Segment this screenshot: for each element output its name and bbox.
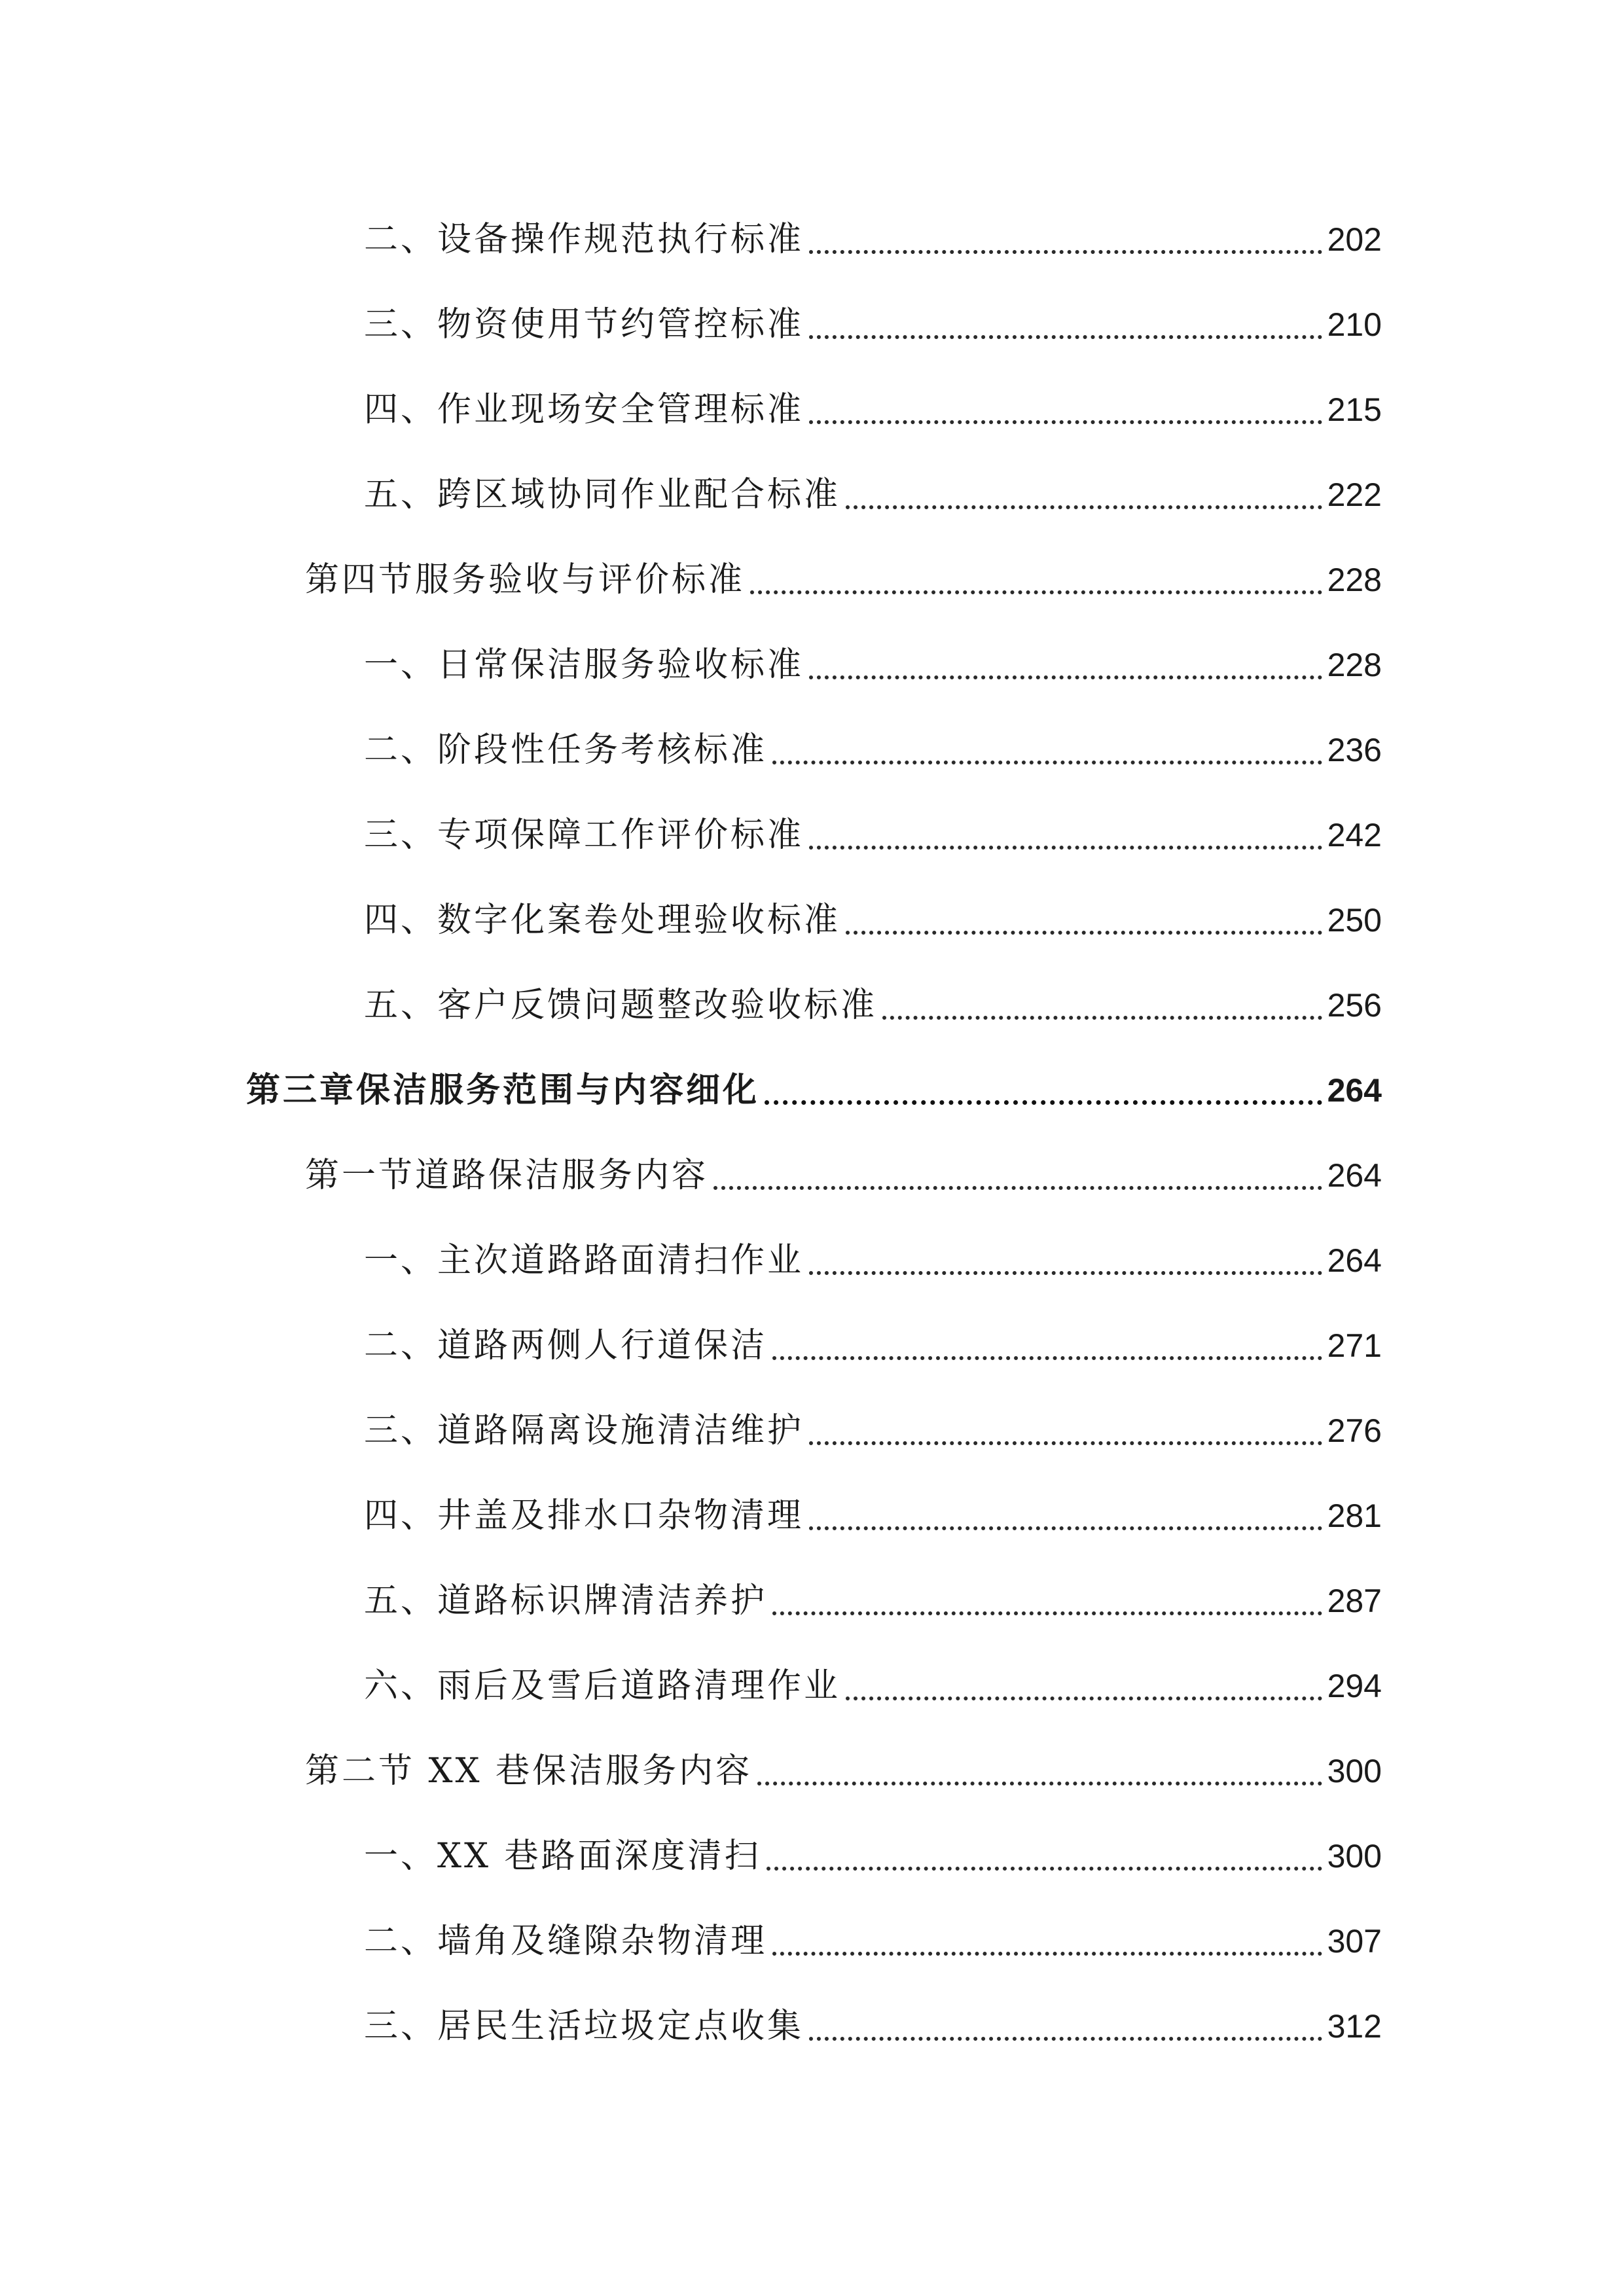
toc-entry-section[interactable]	[305, 1149, 1382, 1202]
toc-entry-label: 第二节 XX 巷保洁服务内容	[305, 1751, 753, 1791]
toc-entry[interactable]	[364, 1575, 1382, 1627]
toc-dot-leader	[767, 1867, 1322, 1871]
toc-entry[interactable]	[364, 2000, 1382, 2053]
toc-dot-leader	[750, 590, 1322, 594]
toc-dot-leader	[846, 1696, 1322, 1700]
toc-entry-section[interactable]	[305, 554, 1382, 606]
toc-entry[interactable]	[364, 639, 1382, 691]
toc-dot-leader	[765, 1100, 1322, 1105]
toc-dot-leader	[809, 1441, 1322, 1445]
toc-entry-label: 三、道路隔离设施清洁维护	[364, 1411, 804, 1450]
toc-entry-label: 二、阶段性任务考核标准	[364, 730, 768, 770]
toc-entry-label: 二、道路两侧人行道保洁	[364, 1326, 768, 1365]
toc-dot-leader	[809, 675, 1322, 679]
toc-dot-leader	[809, 420, 1322, 424]
toc-page-number: 264	[1327, 1157, 1382, 1194]
toc-entry-label: 五、道路标识牌清洁养护	[364, 1581, 768, 1621]
toc-entry-section[interactable]	[305, 1745, 1382, 1797]
toc-dot-leader	[809, 335, 1322, 339]
toc-page-number: 202	[1327, 221, 1382, 258]
toc-dot-leader	[772, 761, 1322, 764]
toc-page-number: 256	[1327, 987, 1382, 1024]
toc-page-number: 287	[1327, 1583, 1382, 1619]
toc-entry-label: 一、XX 巷路面深度清扫	[364, 1837, 761, 1876]
toc-entry-label: 第四节服务验收与评价标准	[305, 560, 746, 600]
toc-page-number: 228	[1327, 647, 1382, 683]
toc-entry-label: 四、数字化案卷处理验收标准	[364, 901, 841, 940]
toc-entry[interactable]	[364, 1660, 1382, 1712]
toc-dot-leader	[846, 505, 1322, 509]
toc-entry-label: 三、专项保障工作评价标准	[364, 816, 804, 855]
toc-page-number: 215	[1327, 391, 1382, 428]
toc-entry-label: 二、设备操作规范执行标准	[364, 220, 804, 259]
toc-page-number: 222	[1327, 476, 1382, 513]
toc-page-number: 281	[1327, 1498, 1382, 1534]
toc-page-number: 300	[1327, 1753, 1382, 1789]
toc-entry-label: 三、居民生活垃圾定点收集	[364, 2007, 804, 2046]
toc-page-number: 250	[1327, 902, 1382, 939]
toc-entry[interactable]	[364, 384, 1382, 436]
toc-dot-leader	[772, 1611, 1322, 1615]
toc-entry-label: 六、雨后及雪后道路清理作业	[364, 1666, 841, 1706]
toc-dot-leader	[809, 250, 1322, 254]
toc-entry[interactable]	[364, 894, 1382, 946]
toc-page-number: 242	[1327, 817, 1382, 853]
toc-page-number: 307	[1327, 1923, 1382, 1960]
toc-page-number: 210	[1327, 306, 1382, 343]
toc-dot-leader	[846, 931, 1322, 935]
toc-entry-label: 五、客户反馈问题整改验收标准	[364, 986, 878, 1025]
toc-entry-label: 三、物资使用节约管控标准	[364, 305, 804, 344]
toc-entry[interactable]	[364, 1490, 1382, 1542]
toc-page-number: 276	[1327, 1412, 1382, 1449]
toc-entry[interactable]	[364, 724, 1382, 776]
toc-dot-leader	[809, 2037, 1322, 2041]
toc-page-number: 271	[1327, 1327, 1382, 1364]
toc-entry[interactable]	[364, 1915, 1382, 1967]
toc-dot-leader	[713, 1186, 1322, 1190]
toc-entry[interactable]	[364, 1319, 1382, 1372]
toc-page-number: 300	[1327, 1838, 1382, 1874]
toc-entry[interactable]	[364, 809, 1382, 861]
toc-dot-leader	[809, 1526, 1322, 1530]
toc-entry-label: 四、井盖及排水口杂物清理	[364, 1496, 804, 1535]
toc-page-number: 264	[1327, 1242, 1382, 1279]
toc-entry-label: 四、作业现场安全管理标准	[364, 390, 804, 429]
toc-page-number: 228	[1327, 562, 1382, 598]
toc-entry[interactable]	[364, 298, 1382, 351]
toc-page-number: 264	[1327, 1072, 1382, 1109]
toc-entry-label: 二、墙角及缝隙杂物清理	[364, 1922, 768, 1961]
toc-entry[interactable]	[364, 213, 1382, 266]
toc-entry[interactable]	[364, 979, 1382, 1031]
toc-page-number: 236	[1327, 732, 1382, 768]
toc-entry-chapter[interactable]	[246, 1064, 1382, 1117]
toc-entry-label: 五、跨区域协同作业配合标准	[364, 475, 841, 514]
toc-entry-label: 第三章保洁服务范围与内容细化	[246, 1070, 760, 1110]
toc-page-number: 312	[1327, 2008, 1382, 2045]
toc-entry-label: 第一节道路保洁服务内容	[305, 1156, 709, 1195]
toc-dot-leader	[772, 1952, 1322, 1956]
toc-dot-leader	[772, 1356, 1322, 1360]
toc-entry[interactable]	[364, 469, 1382, 521]
toc-page-number: 294	[1327, 1668, 1382, 1704]
toc-dot-leader	[809, 1271, 1322, 1275]
toc-entry[interactable]	[364, 1405, 1382, 1457]
toc-entry-label: 一、日常保洁服务验收标准	[364, 645, 804, 685]
toc-dot-leader	[809, 846, 1322, 850]
toc-entry-label: 一、主次道路路面清扫作业	[364, 1241, 804, 1280]
toc-entry[interactable]	[364, 1830, 1382, 1882]
toc-dot-leader	[757, 1782, 1322, 1785]
toc-entry[interactable]	[364, 1234, 1382, 1287]
toc-dot-leader	[882, 1016, 1322, 1020]
